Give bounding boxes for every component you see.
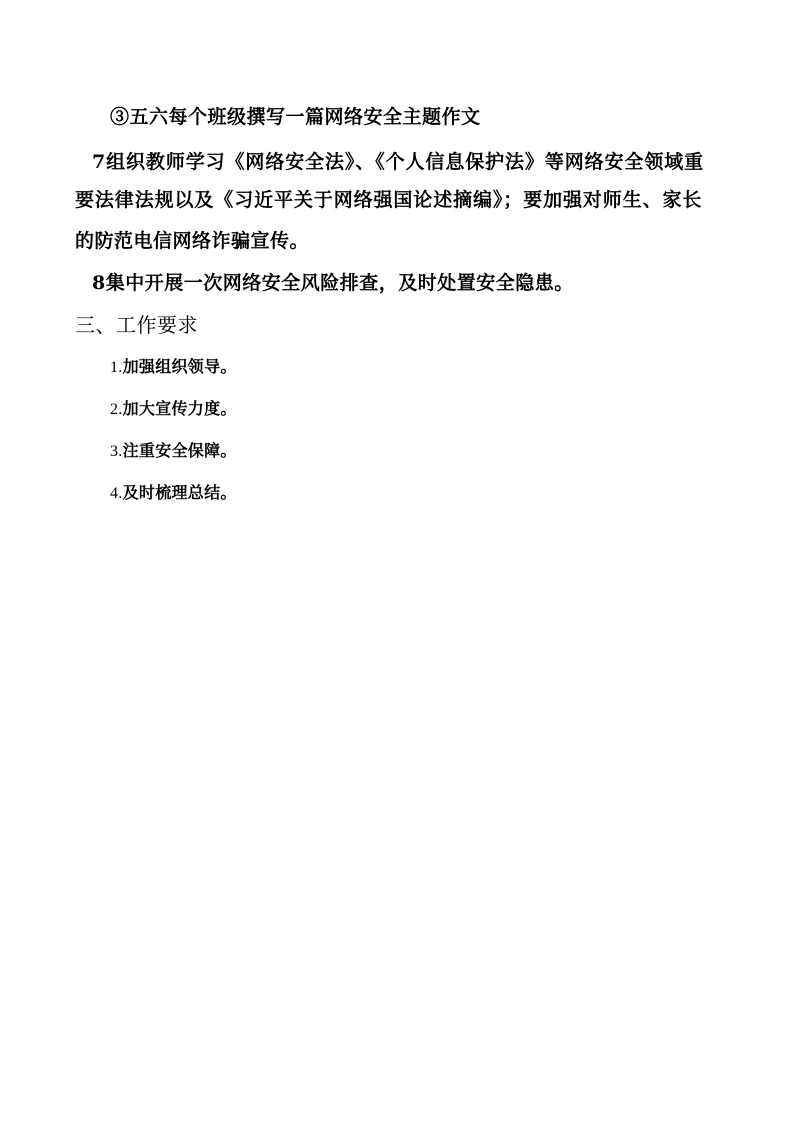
- requirement-item-1: [110, 355, 237, 380]
- item8-text: 8集中开展一次网络安全风险排查，及时处置安全隐患。: [92, 272, 574, 294]
- item7-line3: 的防范电信网络诈骗宣传。: [75, 230, 310, 252]
- requirement-item-3: [110, 439, 237, 464]
- requirement-number: 2.: [110, 401, 123, 418]
- item7-line1: 7组织教师学习《网络安全法》、《个人信息保护法》等网络安全领域重: [92, 151, 705, 173]
- requirement-text: 加强组织领导。: [122, 357, 237, 376]
- requirement-number: 1.: [110, 359, 123, 376]
- requirement-item-4: [110, 481, 237, 506]
- requirement-text: 注重安全保障。: [122, 441, 237, 460]
- item6-sub3-text: ③五六每个班级撰写一篇网络安全主题作文: [110, 106, 481, 128]
- requirement-text: 及时梳理总结。: [122, 483, 237, 502]
- requirement-number: 4.: [110, 485, 123, 502]
- requirement-item-2: [110, 397, 237, 422]
- item7-line2: 要法律法规以及《习近平关于网络强国论述摘编》；要加强对师生、家长: [75, 189, 703, 211]
- requirement-text: 加大宣传力度。: [122, 399, 237, 418]
- requirement-number: 3.: [110, 443, 123, 460]
- section3-heading: 三、工作要求: [75, 313, 198, 337]
